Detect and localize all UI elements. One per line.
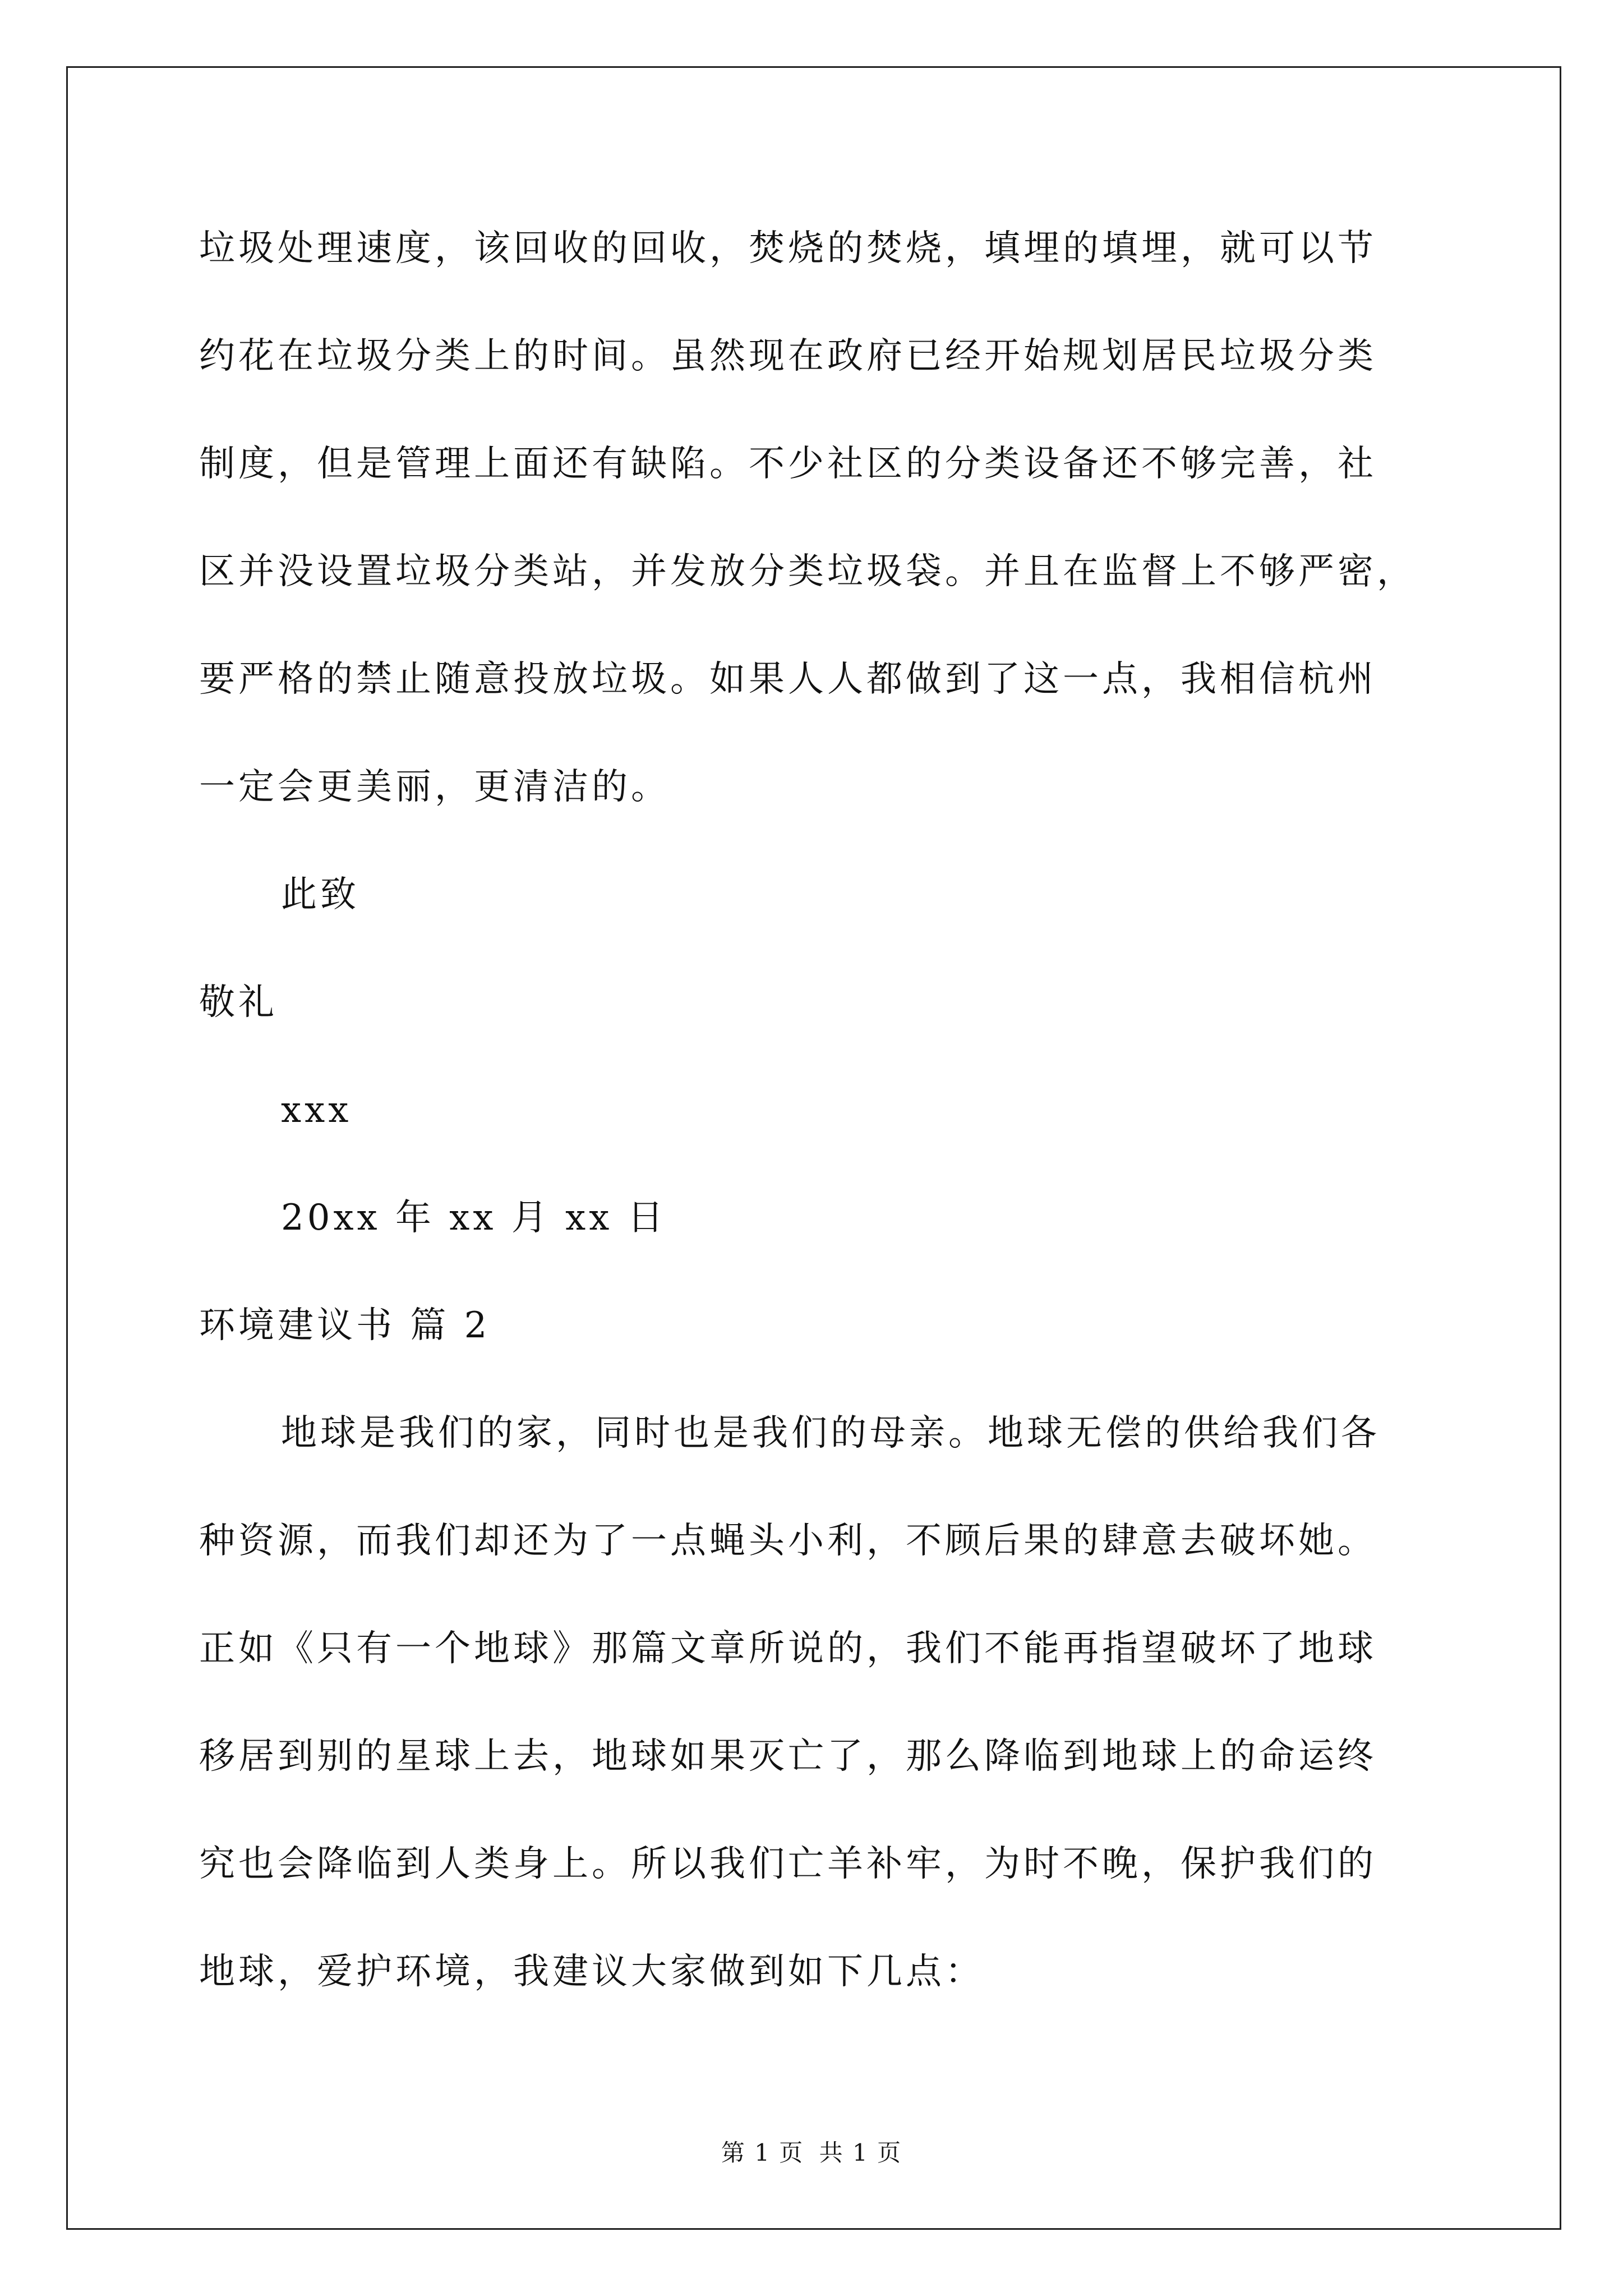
regards: 敬礼 <box>199 982 278 1023</box>
date: 20xx 年 xx 月 xx 日 <box>281 1197 667 1239</box>
text-line: 种资源，而我们却还为了一点蝇头小利，不顾后果的肆意去破坏她。 <box>199 1520 1377 1562</box>
text-line: 地球，爱护环境，我建议大家做到如下几点： <box>199 1951 984 1993</box>
salutation: 此致 <box>281 874 359 915</box>
page-footer <box>0 2136 1623 2170</box>
text-line: 一定会更美丽，更清洁的。 <box>199 766 670 808</box>
text-line: 区并没设置垃圾分类站，并发放分类垃圾袋。并且在监督上不够严密， <box>199 551 1416 592</box>
text-line: 究也会降临到人类身上。所以我们亡羊补牢，为时不晚，保护我们的 <box>199 1843 1377 1885</box>
signature: xxx <box>281 1089 352 1131</box>
document-body <box>199 222 1433 2053</box>
text-line: 制度，但是管理上面还有缺陷。不少社区的分类设备还不够完善，社 <box>199 443 1377 485</box>
text-line: 地球是我们的家，同时也是我们的母亲。地球无偿的供给我们各 <box>281 1412 1380 1454</box>
text-line: 正如《只有一个地球》那篇文章所说的，我们不能再指望破坏了地球 <box>199 1628 1377 1669</box>
text-line: 垃圾处理速度，该回收的回收，焚烧的焚烧，填埋的填埋，就可以节 <box>199 228 1377 269</box>
text-line: 约花在垃圾分类上的时间。虽然现在政府已经开始规划居民垃圾分类 <box>199 335 1377 377</box>
page-number: 第 1 页 <box>721 2139 804 2166</box>
text-line: 要严格的禁止随意投放垃圾。如果人人都做到了这一点，我相信杭州 <box>199 659 1377 700</box>
text-line: 移居到别的星球上去，地球如果灭亡了，那么降临到地球上的命运终 <box>199 1736 1377 1777</box>
section-title: 环境建议书 篇 2 <box>199 1305 491 1346</box>
page-total: 共 1 页 <box>819 2139 902 2166</box>
